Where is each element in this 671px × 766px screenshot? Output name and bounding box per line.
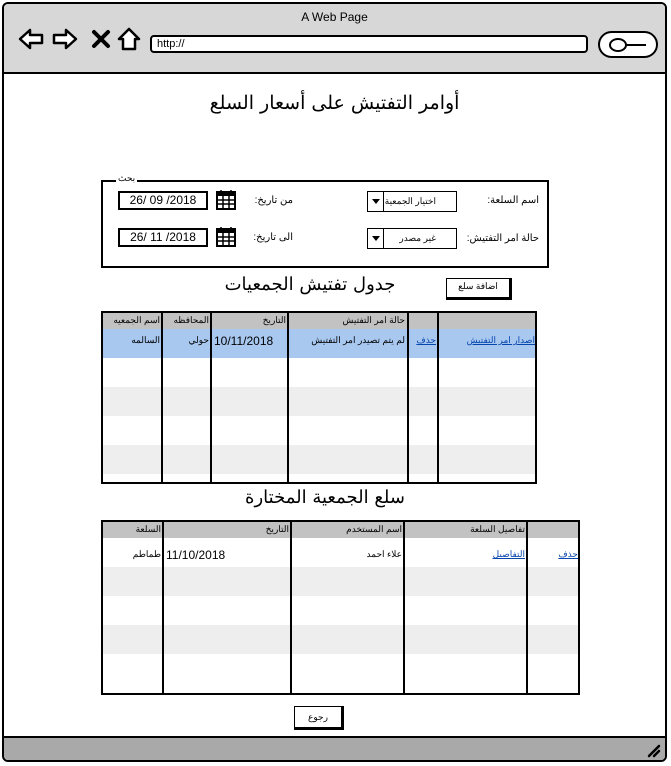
inspection-table [101,311,537,484]
browser-search-button[interactable] [598,31,658,58]
search-panel [101,173,549,268]
commodity-label: اسم السلعة: [487,195,539,206]
page-title: أوامر التفتيش على أسعار السلع [209,92,460,114]
column-header-details: تفاصيل السلعة [470,524,525,534]
search-legend: بحث [118,173,136,183]
cell-date: 10/11/2018 [214,334,274,348]
status-select[interactable]: غير مصدر [367,228,457,249]
cell-status: لم يتم تصيدر امر التفتيش [311,335,405,345]
column-header-status: حالة امر التفتيش [342,315,405,325]
close-icon[interactable] [88,26,114,52]
calendar-icon[interactable] [216,226,236,247]
cell-user: علاء احمد [366,549,402,559]
url-field[interactable]: http:// [150,35,588,53]
cell-governorate: حولي [188,335,209,345]
column-header-commodity: السلعة [135,524,161,534]
cell-date: 11/10/2018 [166,548,226,562]
issue-order-link[interactable]: اصدار امر التفتيش [466,335,535,345]
calendar-icon[interactable] [216,189,236,210]
column-header-governorate: المحافظه [173,315,209,325]
forward-arrow-icon[interactable] [52,26,78,52]
column-header-user: اسم المستخدم [346,524,402,534]
home-icon[interactable] [116,26,142,52]
commodity-select[interactable]: اختيار الجمعية [367,191,457,212]
column-header-date: التاريخ [262,315,286,325]
status-bar [4,736,665,760]
delete-link[interactable]: حذف [416,335,436,345]
search-icon [606,36,650,54]
from-date-field[interactable]: 26/ 09 /2018 [118,191,208,210]
goods-table-title: سلع الجمعية المختارة [245,487,405,508]
column-header-name: اسم الجمعيه [113,315,160,325]
browser-window [2,2,667,762]
cell-commodity: طماطم [132,549,161,559]
column-header-date: التاريخ [265,524,289,534]
to-date-label: الى تاريخ: [253,232,293,243]
goods-table [101,520,580,695]
details-link[interactable]: التفاصيل [492,549,525,559]
back-button[interactable]: رجوع [294,706,344,730]
status-label: حالة امر التفتيش: [466,233,539,244]
back-arrow-icon[interactable] [18,26,44,52]
inspection-table-title: جدول تفتيش الجمعيات [224,274,396,295]
chevron-down-icon[interactable] [368,192,384,211]
delete-link[interactable]: حذف [558,549,578,559]
resize-handle-icon[interactable] [645,742,661,758]
cell-society-name: السالمه [131,335,160,345]
window-title: A Web Page [301,10,368,24]
from-date-label: من تاريخ: [254,195,293,206]
to-date-field[interactable]: 26/ 11 /2018 [118,228,208,247]
add-goods-button[interactable]: اضافة سلع [446,278,512,300]
browser-toolbar [4,4,665,74]
chevron-down-icon[interactable] [368,229,384,248]
